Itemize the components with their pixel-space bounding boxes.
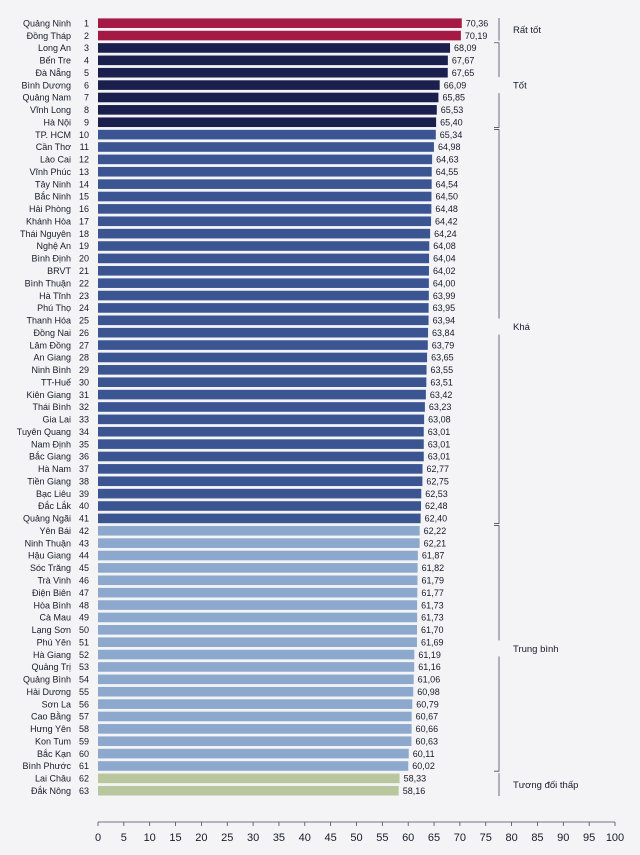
province-name-46: Trà Vinh: [37, 575, 71, 586]
province-name-25: Thanh Hóa: [26, 315, 71, 326]
rank-60: 60: [78, 748, 89, 759]
province-name-18: Thái Nguyên: [19, 228, 71, 239]
bar-18: [98, 229, 430, 239]
rank-25: 25: [78, 315, 89, 326]
bar-45: [98, 563, 418, 573]
province-name-6: Bình Dương: [21, 80, 71, 91]
rank-42: 42: [78, 525, 89, 536]
value-label-32: 63,23: [428, 402, 452, 413]
value-label-18: 64,24: [434, 228, 457, 239]
rank-21: 21: [78, 265, 89, 276]
province-name-37: Hà Nam: [37, 464, 71, 475]
rank-20: 20: [78, 253, 89, 264]
bar-37: [98, 464, 423, 474]
rank-16: 16: [78, 204, 89, 215]
province-name-47: Điện Biên: [31, 587, 71, 598]
province-name-23: Hà Tĩnh: [39, 290, 71, 301]
value-label-30: 63,51: [430, 377, 453, 388]
rank-41: 41: [78, 513, 89, 524]
value-label-55: 60,98: [417, 686, 440, 697]
bar-16: [98, 204, 431, 214]
rank-35: 35: [78, 439, 89, 450]
province-names-layer: [17, 18, 72, 796]
value-label-51: 61,69: [420, 637, 444, 648]
value-label-16: 64,48: [435, 204, 458, 215]
group-label-2: Khá: [513, 322, 530, 333]
x-tick-label-65: 65: [427, 832, 441, 844]
value-label-61: 60,02: [412, 761, 435, 772]
rank-36: 36: [78, 451, 89, 462]
bar-14: [98, 179, 432, 189]
bar-33: [98, 415, 424, 425]
province-name-40: Đắc Lắk: [37, 501, 71, 512]
province-name-2: Đồng Tháp: [26, 30, 71, 41]
bar-24: [98, 303, 429, 313]
value-label-5: 67,65: [451, 67, 475, 78]
bar-44: [98, 551, 418, 561]
province-name-42: Yên Bái: [39, 525, 71, 536]
group-label-3: Trung bình: [513, 643, 559, 655]
province-name-48: Hòa Bình: [33, 600, 71, 611]
bar-22: [98, 278, 429, 288]
x-tick-label-0: 0: [94, 832, 102, 844]
province-name-20: Bình Định: [31, 253, 71, 264]
rank-48: 48: [78, 600, 89, 611]
rank-59: 59: [78, 736, 89, 747]
group-label-0: Rất tốt: [513, 24, 541, 36]
value-label-25: 63,94: [432, 315, 456, 326]
value-label-62: 58,33: [403, 773, 427, 784]
province-name-52: Hà Giang: [32, 649, 71, 660]
value-label-17: 64,42: [435, 216, 458, 227]
value-label-36: 63,01: [427, 451, 451, 462]
rank-15: 15: [78, 191, 89, 202]
bar-51: [98, 637, 417, 647]
bar-57: [98, 712, 412, 722]
group-bracket-3: [494, 526, 499, 772]
province-name-3: Long An: [37, 43, 71, 54]
rank-4: 4: [83, 55, 89, 66]
rank-numbers-layer: [79, 18, 89, 796]
rank-52: 52: [78, 649, 89, 660]
province-name-15: Bắc Ninh: [34, 191, 71, 202]
province-name-36: Bắc Giang: [28, 451, 71, 462]
province-name-43: Ninh Thuận: [24, 538, 71, 549]
x-tick-label-15: 15: [169, 832, 182, 844]
value-label-29: 63,55: [430, 365, 454, 376]
bar-63: [98, 786, 399, 796]
province-name-30: TT-Huế: [40, 377, 71, 388]
province-name-1: Quảng Ninh: [22, 18, 71, 29]
x-tick-label-55: 55: [376, 832, 389, 844]
value-label-9: 65,40: [440, 117, 463, 128]
rank-29: 29: [78, 365, 89, 376]
bar-58: [98, 724, 412, 734]
value-label-1: 70,36: [465, 18, 489, 29]
value-label-59: 60,63: [415, 736, 438, 747]
bar-3: [98, 43, 450, 53]
value-label-10: 65,34: [439, 129, 463, 140]
bar-34: [98, 427, 424, 437]
rank-17: 17: [78, 216, 89, 227]
province-name-57: Cao Bằng: [30, 711, 71, 722]
rank-57: 57: [78, 711, 89, 722]
province-name-5: Đà Nẵng: [35, 67, 71, 78]
value-label-43: 62,21: [423, 538, 447, 549]
value-label-50: 61,70: [420, 625, 444, 636]
province-name-63: Đắk Nông: [30, 785, 71, 796]
value-label-58: 60,66: [415, 724, 439, 735]
province-name-41: Quảng Ngãi: [22, 513, 71, 524]
bar-42: [98, 526, 420, 536]
value-label-3: 68,09: [454, 43, 477, 54]
rank-6: 6: [83, 80, 89, 91]
value-label-14: 64,54: [435, 179, 459, 190]
bar-25: [98, 316, 429, 326]
province-name-38: Tiền Giang: [27, 476, 71, 487]
bar-4: [98, 56, 448, 66]
province-name-61: Bình Phước: [22, 761, 71, 772]
bar-43: [98, 538, 420, 548]
value-label-48: 61,73: [421, 600, 444, 611]
province-name-53: Quảng Trị: [31, 662, 71, 673]
rank-61: 61: [78, 761, 89, 772]
bar-55: [98, 687, 413, 697]
province-name-50: Lạng Sơn: [31, 625, 71, 636]
value-label-7: 65,85: [442, 92, 465, 103]
value-label-42: 62,22: [423, 525, 447, 536]
bar-48: [98, 600, 417, 610]
x-tick-label-25: 25: [221, 832, 234, 844]
rank-54: 54: [78, 674, 89, 685]
bar-6: [98, 80, 440, 90]
rank-27: 27: [78, 340, 89, 351]
bar-9: [98, 117, 436, 127]
bar-13: [98, 167, 432, 177]
value-label-40: 62,48: [425, 501, 448, 512]
value-label-8: 65,53: [440, 105, 464, 116]
province-name-58: Hưng Yên: [30, 724, 71, 735]
value-label-13: 64,55: [435, 166, 459, 177]
province-name-12: Lào Cai: [39, 154, 71, 165]
bar-41: [98, 514, 421, 524]
x-tick-label-70: 70: [453, 832, 467, 844]
x-tick-label-95: 95: [583, 832, 596, 844]
bar-5: [98, 68, 448, 78]
bar-52: [98, 650, 414, 660]
bar-50: [98, 625, 417, 635]
value-label-33: 63,08: [428, 414, 451, 425]
bar-11: [98, 142, 434, 152]
rank-10: 10: [78, 129, 89, 140]
rank-13: 13: [78, 166, 89, 177]
value-label-2: 70,19: [464, 30, 488, 41]
group-label-4: Tương đối thấp: [513, 780, 579, 792]
value-label-38: 62,75: [426, 476, 449, 487]
bars-layer: [98, 18, 462, 795]
bar-17: [98, 216, 431, 226]
value-label-56: 60,79: [416, 699, 439, 710]
value-label-21: 64,02: [432, 265, 456, 276]
value-label-35: 63,01: [427, 439, 451, 450]
value-label-31: 63,42: [429, 389, 453, 400]
x-axis: [95, 822, 624, 844]
rank-58: 58: [78, 724, 89, 735]
rank-34: 34: [78, 426, 89, 437]
province-name-35: Nam Định: [30, 439, 71, 450]
province-name-24: Phú Thọ: [37, 303, 71, 314]
province-name-22: Bình Thuận: [24, 278, 71, 289]
value-label-34: 63,01: [427, 426, 451, 437]
bar-32: [98, 402, 425, 412]
bar-39: [98, 489, 421, 499]
province-name-54: Quảng Bình: [22, 674, 71, 685]
province-name-60: Bắc Kạn: [36, 748, 71, 759]
value-label-57: 60,67: [415, 711, 439, 722]
bar-10: [98, 130, 436, 140]
province-name-29: Ninh Bình: [31, 365, 71, 376]
province-name-10: TP. HCM: [35, 129, 71, 140]
x-tick-label-40: 40: [298, 832, 311, 844]
value-label-45: 61,82: [421, 563, 445, 574]
province-name-13: Vĩnh Phúc: [29, 166, 71, 177]
bar-36: [98, 452, 424, 462]
value-label-26: 63,84: [432, 327, 455, 338]
value-label-19: 64,08: [433, 241, 456, 252]
bar-49: [98, 613, 417, 623]
rank-1: 1: [83, 18, 89, 29]
province-name-8: Vĩnh Long: [29, 105, 71, 116]
bar-62: [98, 774, 400, 784]
rank-24: 24: [78, 303, 89, 314]
x-tick-label-75: 75: [479, 832, 492, 844]
value-label-46: 61,79: [421, 575, 444, 586]
province-name-55: Hải Dương: [26, 686, 71, 697]
x-tick-label-30: 30: [246, 832, 260, 844]
bar-59: [98, 736, 411, 746]
rank-47: 47: [78, 587, 89, 598]
province-name-27: Lâm Đồng: [29, 340, 71, 351]
bar-1: [98, 18, 462, 28]
rank-46: 46: [78, 575, 89, 586]
rank-19: 19: [78, 241, 89, 252]
bar-54: [98, 675, 414, 685]
province-name-9: Hà Nội: [43, 117, 71, 128]
rank-26: 26: [78, 327, 89, 338]
province-name-31: Kiên Giang: [26, 389, 71, 400]
province-name-11: Cần Thơ: [35, 142, 71, 153]
value-label-27: 63,79: [431, 340, 455, 351]
value-label-28: 63,65: [431, 352, 454, 363]
province-name-33: Gia Lai: [42, 414, 71, 425]
province-name-7: Quảng Nam: [22, 92, 71, 103]
x-tick-label-50: 50: [350, 832, 363, 844]
rank-11: 11: [79, 142, 89, 153]
province-name-26: Đồng Nai: [33, 327, 71, 338]
bar-56: [98, 699, 412, 709]
rank-28: 28: [78, 352, 89, 363]
rank-49: 49: [78, 612, 89, 623]
x-tick-label-35: 35: [272, 832, 286, 844]
province-name-45: Sóc Trăng: [29, 563, 71, 574]
province-name-19: Nghệ An: [36, 241, 71, 252]
bar-38: [98, 476, 422, 486]
value-label-63: 58,16: [402, 785, 426, 796]
group-label-1: Tốt: [513, 80, 527, 92]
value-label-47: 61,77: [421, 587, 444, 598]
rank-7: 7: [83, 92, 89, 103]
bar-2: [98, 31, 461, 41]
rank-51: 51: [78, 637, 89, 648]
group-bracket-2: [494, 129, 499, 523]
value-label-24: 63,95: [432, 303, 456, 314]
province-name-56: Sơn La: [41, 699, 71, 710]
value-label-4: 67,67: [451, 55, 475, 66]
value-label-44: 61,87: [421, 550, 445, 561]
province-name-49: Cà Mau: [39, 612, 71, 623]
value-label-37: 62,77: [426, 464, 450, 475]
province-name-28: An Giang: [33, 352, 71, 363]
province-name-39: Bạc Liêu: [35, 488, 71, 499]
rank-5: 5: [83, 67, 89, 78]
bar-31: [98, 390, 426, 400]
province-name-14: Tây Ninh: [34, 179, 71, 190]
rank-50: 50: [78, 625, 89, 636]
value-label-49: 61,73: [421, 612, 444, 623]
x-tick-label-20: 20: [195, 832, 208, 844]
x-tick-label-5: 5: [120, 832, 127, 844]
bar-30: [98, 377, 426, 387]
province-name-17: Khánh Hòa: [25, 216, 71, 227]
rank-33: 33: [78, 414, 89, 425]
rank-39: 39: [78, 488, 89, 499]
province-name-44: Hậu Giang: [27, 550, 71, 561]
rank-40: 40: [78, 501, 89, 512]
rank-63: 63: [78, 785, 89, 796]
rank-22: 22: [78, 278, 89, 289]
rank-55: 55: [78, 686, 89, 697]
bar-26: [98, 328, 428, 338]
bar-35: [98, 439, 424, 449]
bar-27: [98, 340, 428, 350]
province-name-32: Thái Bình: [32, 402, 71, 413]
value-label-12: 64,63: [436, 154, 459, 165]
value-label-6: 66,09: [443, 80, 467, 91]
bar-61: [98, 761, 408, 771]
value-label-11: 64,98: [437, 142, 461, 153]
province-name-59: Kon Tum: [34, 736, 71, 747]
rank-37: 37: [78, 464, 89, 475]
bar-7: [98, 93, 438, 103]
bar-46: [98, 575, 417, 585]
bar-53: [98, 662, 414, 672]
bar-21: [98, 266, 429, 276]
x-tick-label-60: 60: [402, 832, 415, 844]
province-name-62: Lai Châu: [34, 773, 71, 784]
bar-47: [98, 588, 417, 598]
bar-19: [98, 241, 429, 251]
value-label-60: 60,11: [412, 748, 435, 759]
group-bracket-1: [494, 43, 499, 128]
rank-12: 12: [78, 154, 89, 165]
rank-31: 31: [78, 389, 89, 400]
province-name-16: Hải Phòng: [28, 204, 71, 215]
rank-38: 38: [78, 476, 89, 487]
bar-20: [98, 254, 429, 264]
rank-56: 56: [78, 699, 89, 710]
bar-12: [98, 155, 432, 165]
bar-8: [98, 105, 437, 115]
value-label-53: 61,16: [418, 662, 441, 673]
x-tick-label-80: 80: [505, 832, 518, 844]
bar-29: [98, 365, 427, 375]
x-tick-label-85: 85: [531, 832, 544, 844]
value-label-23: 63,99: [432, 290, 456, 301]
x-tick-label-10: 10: [143, 832, 156, 844]
rank-18: 18: [78, 228, 89, 239]
province-name-4: Bến Tre: [39, 55, 71, 66]
x-tick-label-90: 90: [557, 832, 570, 844]
bar-15: [98, 192, 431, 202]
rank-30: 30: [78, 377, 89, 388]
value-label-54: 61,06: [417, 674, 441, 685]
province-name-34: Tuyên Quang: [16, 426, 71, 437]
rank-8: 8: [83, 105, 89, 116]
bar-60: [98, 749, 409, 759]
province-name-21: BRVT: [47, 265, 71, 276]
rank-23: 23: [78, 290, 89, 301]
bar-23: [98, 291, 429, 301]
province-name-51: Phú Yên: [36, 637, 71, 648]
rank-14: 14: [78, 179, 89, 190]
rank-32: 32: [78, 402, 89, 413]
rank-53: 53: [78, 662, 89, 673]
value-label-22: 64,00: [432, 278, 456, 289]
x-tick-label-45: 45: [324, 832, 337, 844]
value-label-52: 61,19: [418, 649, 441, 660]
value-label-15: 64,50: [435, 191, 459, 202]
rank-9: 9: [83, 117, 89, 128]
value-label-20: 64,04: [433, 253, 456, 264]
x-tick-label-100: 100: [605, 832, 625, 844]
rank-3: 3: [83, 43, 89, 54]
value-label-41: 62,40: [424, 513, 448, 524]
group-brackets-layer: [494, 18, 578, 796]
value-label-39: 62,53: [425, 488, 448, 499]
rank-2: 2: [83, 30, 89, 41]
rank-44: 44: [78, 550, 89, 561]
rank-45: 45: [78, 563, 89, 574]
bar-40: [98, 501, 421, 511]
rank-43: 43: [78, 538, 89, 549]
rank-62: 62: [78, 773, 89, 784]
bar-28: [98, 353, 427, 363]
